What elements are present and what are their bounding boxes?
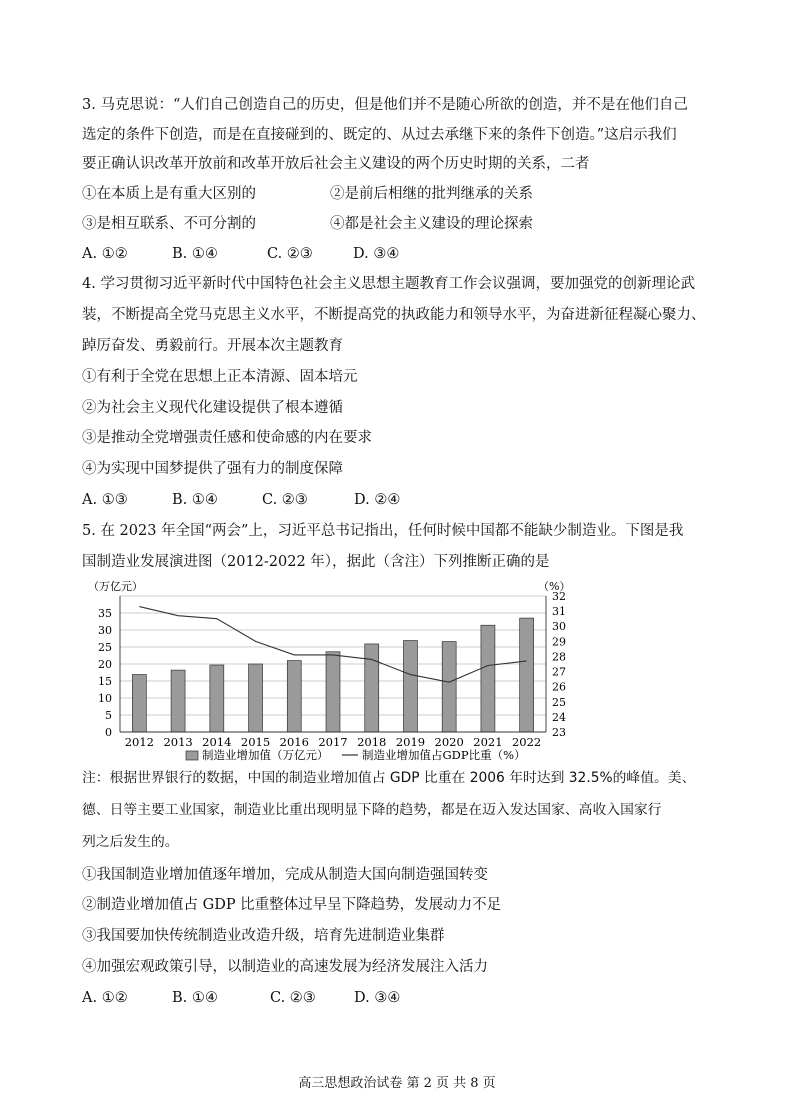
bar-2020	[442, 642, 456, 732]
q4-choices	[82, 489, 400, 511]
bar-2016	[287, 661, 301, 732]
x-tick-label: 2019	[395, 735, 426, 749]
q3-statement-4: ④都是社会主义建设的理论探索	[330, 216, 533, 232]
right-axis-label: （%）	[538, 580, 571, 593]
q5-note-line: 德、日等主要工业国家，制造业比重出现明显下降的趋势，都是在迈入发达国家、高收入国家行	[82, 802, 662, 818]
x-tick-label: 2020	[434, 735, 464, 749]
manufacturing-chart	[80, 578, 600, 764]
right-tick-label: 28	[552, 650, 566, 664]
q5-statement-1: ①我国制造业增加值逐年增加，完成从制造大国向制造强国转变	[82, 867, 488, 883]
q4-choice-d[interactable]: D. ②④	[354, 492, 401, 508]
q4-choice-a[interactable]: A. ①③	[82, 492, 128, 508]
left-tick-label: 10	[98, 692, 112, 705]
bar-2015	[249, 664, 263, 732]
bar-2021	[481, 625, 495, 732]
q5-choice-d[interactable]: D. ③④	[354, 990, 401, 1006]
x-tick-label: 2016	[279, 735, 309, 749]
bar-2022	[520, 618, 534, 732]
left-tick-label: 5	[105, 709, 112, 722]
q5-choice-a[interactable]: A. ①②	[82, 990, 128, 1006]
legend-bar-label: 制造业增加值（万亿元）	[202, 748, 329, 762]
q5-note-line: 列之后发生的。	[82, 834, 179, 850]
left-tick-label: 15	[98, 675, 112, 688]
chart-legend	[186, 748, 526, 762]
q3-statements-row	[82, 183, 533, 205]
x-tick-label: 2013	[163, 735, 193, 749]
bar-2019	[403, 641, 417, 732]
x-tick-label: 2021	[473, 735, 503, 749]
q4-stem-line: 踔厉奋发、勇毅前行。开展本次主题教育	[82, 338, 343, 354]
right-tick-label: 29	[552, 635, 566, 649]
q4-choice-b[interactable]: B. ①④	[172, 492, 218, 508]
q4-statement-4: ④为实现中国梦提供了强有力的制度保障	[82, 461, 343, 477]
left-tick-label: 0	[105, 726, 112, 739]
bar-2017	[326, 652, 340, 732]
q4-stem-line: 装，不断提高全党马克思主义水平，不断提高党的执政能力和领导水平，为奋进新征程凝心聚力、	[82, 307, 706, 323]
q3-statement-1: ①在本质上是有重大区别的	[82, 186, 256, 202]
q3-stem-line: 3. 马克思说：“人们自己创造自己的历史，但是他们并不是随心所欲的创造，并不是在他们自己	[82, 97, 688, 113]
left-tick-label: 25	[98, 641, 112, 654]
q3-stem-line: 要正确认识改革开放前和改革开放后社会主义建设的两个历史时期的关系，二者	[82, 156, 590, 172]
q4-stem-line: 4. 学习贯彻习近平新时代中国特色社会主义思想主题教育工作会议强调，要加强党的创新理论武	[82, 276, 695, 292]
q5-note-line: 注：根据世界银行的数据，中国的制造业增加值占 GDP 比重在 2006 年时达到 32.5%的峰值。美、	[82, 770, 696, 786]
x-tick-label: 2012	[124, 735, 155, 749]
x-tick-label: 2017	[318, 735, 348, 749]
q5-choices	[82, 987, 400, 1009]
q5-stem-line: 5. 在 2023 年全国“两会”上，习近平总书记指出，任何时候中国都不能缺少制造业。下图是我	[82, 523, 684, 539]
q4-statement-1: ①有利于全党在思想上正本清源、固本培元	[82, 369, 358, 385]
right-tick-label: 23	[552, 726, 566, 739]
left-axis-label: （万亿元）	[88, 580, 143, 593]
left-tick-label: 30	[98, 624, 112, 637]
legend-line-label: 制造业增加值占GDP比重（%）	[362, 748, 526, 762]
q3-choice-a[interactable]: A. ①②	[82, 246, 128, 262]
q5-stem-line: 国制造业发展演进图（2012-2022 年），据此（含注）下列推断正确的是	[82, 554, 550, 570]
q3-choice-b[interactable]: B. ①④	[172, 246, 218, 262]
q5-choice-b[interactable]: B. ①④	[172, 990, 218, 1006]
q3-choice-c[interactable]: C. ②③	[267, 246, 313, 262]
bar-2012	[132, 675, 146, 732]
q5-statement-3: ③我国要加快传统制造业改造升级，培育先进制造业集群	[82, 928, 445, 944]
q3-choice-d[interactable]: D. ③④	[353, 246, 400, 262]
q3-statement-3: ③是相互联系、不可分割的	[82, 216, 256, 232]
q4-statement-3: ③是推动全党增强责任感和使命感的内在要求	[82, 430, 372, 446]
right-tick-label: 31	[552, 605, 566, 619]
legend-bar-swatch	[186, 751, 198, 760]
right-tick-label: 26	[552, 680, 566, 694]
x-tick-label: 2014	[202, 735, 232, 749]
x-tick-label: 2022	[511, 735, 542, 749]
page-footer: 高三思想政治试卷 第 2 页 共 8 页	[298, 1076, 496, 1091]
left-tick-label: 35	[98, 607, 112, 620]
x-tick-label: 2015	[240, 735, 271, 749]
q5-statement-4: ④加强宏观政策引导，以制造业的高速发展为经济发展注入活力	[82, 959, 488, 975]
right-tick-label: 32	[552, 590, 566, 603]
q4-choice-c[interactable]: C. ②③	[262, 492, 308, 508]
q5-statement-2: ②制造业增加值占 GDP 比重整体过早呈下降趋势，发展动力不足	[82, 897, 502, 913]
right-tick-label: 30	[552, 620, 566, 634]
right-tick-label: 24	[552, 710, 566, 724]
q3-stem-line: 选定的条件下创造，而是在直接碰到的、既定的、从过去承继下来的条件下创造。”这启示我们	[82, 127, 677, 143]
x-tick-label: 2018	[357, 735, 387, 749]
q5-choice-c[interactable]: C. ②③	[270, 990, 316, 1006]
bar-2013	[171, 670, 185, 732]
q3-statement-2: ②是前后相继的批判继承的关系	[330, 186, 533, 202]
bar-2014	[210, 665, 224, 732]
q3-statements-row	[82, 213, 533, 235]
bar-2018	[365, 644, 379, 732]
q4-statement-2: ②为社会主义现代化建设提供了根本遵循	[82, 400, 343, 416]
left-tick-label: 20	[98, 658, 112, 671]
right-tick-label: 27	[552, 665, 566, 679]
right-tick-label: 25	[552, 695, 566, 709]
q3-choices	[82, 243, 399, 265]
